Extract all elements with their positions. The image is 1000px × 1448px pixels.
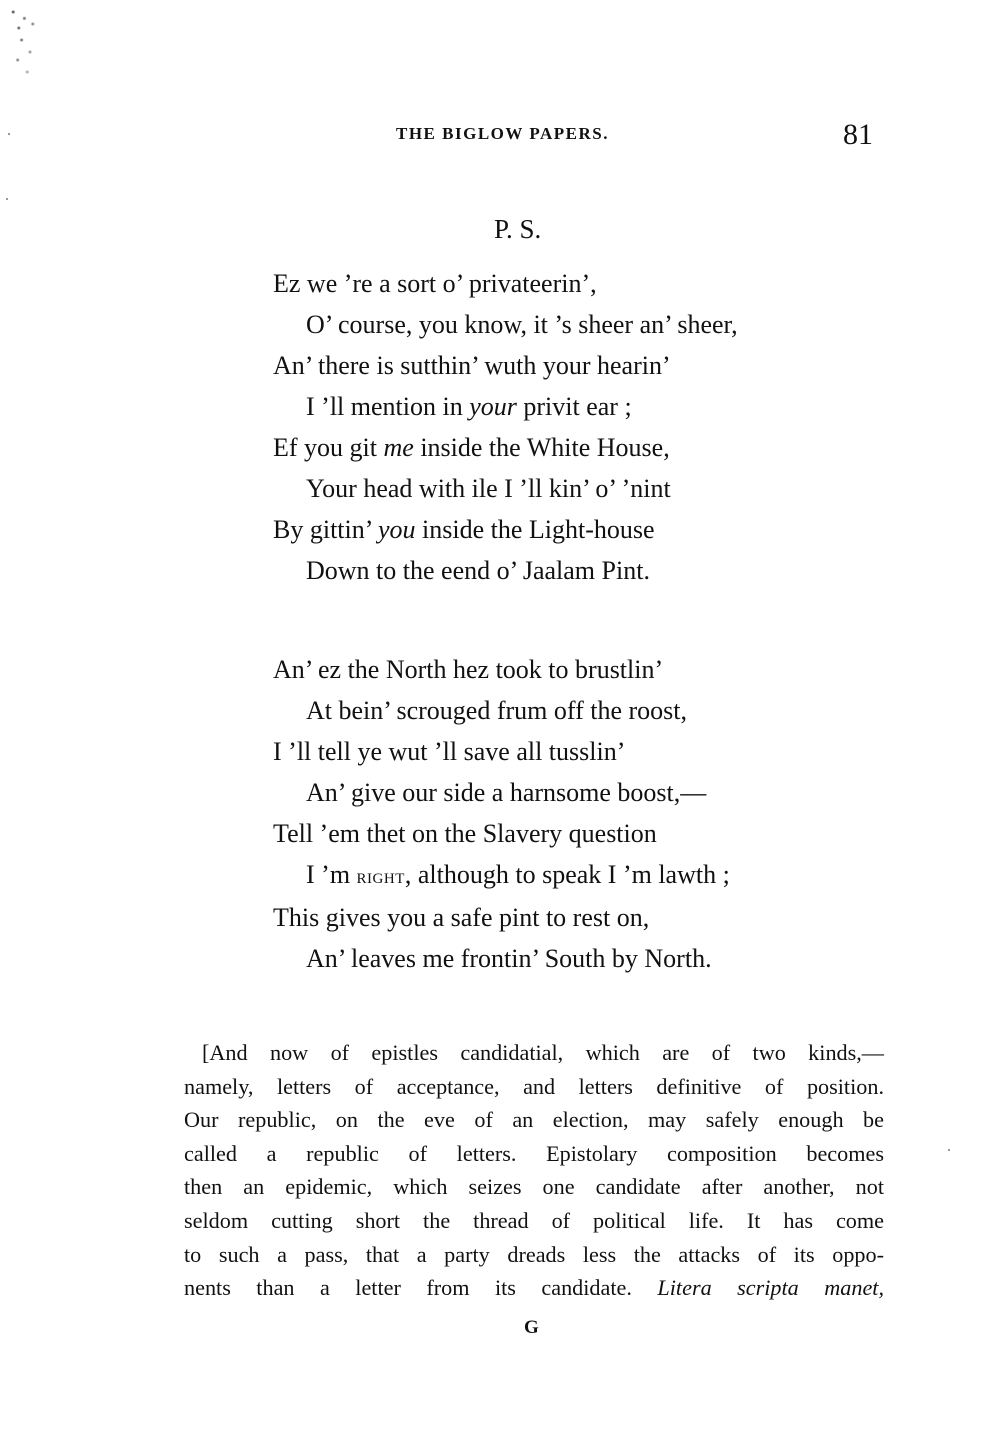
verse-line: An’ there is sutthin’ wuth your hearin’ <box>273 351 671 380</box>
verse-line: Down to the eend o’ Jaalam Pint. <box>306 556 650 585</box>
poem-heading: P. S. <box>494 214 542 244</box>
page-number: 81 <box>843 118 873 151</box>
small-caps-word: right <box>356 864 405 888</box>
prose-line: Our republic, on the eve of an election, may safely enough be <box>184 1107 884 1133</box>
prose-line: nents than a letter from its candidate. Litera scripta manet, <box>184 1275 885 1301</box>
scan-speck <box>948 1149 950 1151</box>
verse-line: An’ leaves me frontin’ South by North. <box>306 944 712 973</box>
signature-mark: G <box>524 1317 539 1338</box>
running-title: THE BIGLOW PAPERS. <box>396 124 609 143</box>
verse-line: An’ ez the North hez took to brustlin’ <box>273 655 664 684</box>
poem-stanza-1 <box>273 263 893 591</box>
verse-line: I ’ll tell ye wut ’ll save all tusslin’ <box>273 737 626 766</box>
verse-line: At bein’ scrouged frum off the roost, <box>306 696 687 725</box>
prose-line: namely, letters of acceptance, and letters definitive of position. <box>184 1073 884 1099</box>
scan-artifact <box>2 4 58 84</box>
editorial-paragraph <box>184 1036 884 1305</box>
verse-line: This gives you a safe pint to rest on, <box>273 903 650 932</box>
verse-line: By gittin’ you inside the Light-house <box>273 515 655 544</box>
emphasis: you <box>377 515 416 544</box>
prose-line: then an epidemic, which seizes one candidate after another, not <box>184 1174 884 1200</box>
verse-line: An’ give our side a harnsome boost,— <box>306 778 707 807</box>
poem-stanza-2 <box>273 649 893 979</box>
prose-line: to such a pass, that a party dreads less the attacks of its oppo- <box>184 1241 884 1267</box>
scan-speck <box>6 198 8 200</box>
prose-line: [And now of epistles candidatial, which are of two kinds,— <box>202 1040 884 1065</box>
emphasis: me <box>383 433 414 462</box>
prose-line: called a republic of letters. Epistolary composition becomes <box>184 1140 884 1166</box>
prose-line: seldom cutting short the thread of political life. It has come <box>184 1207 884 1233</box>
latin-phrase: Litera scripta manet, <box>657 1275 885 1301</box>
verse-line: Tell ’em thet on the Slavery question <box>273 819 657 848</box>
verse-line: O’ course, you know, it ’s sheer an’ sheer, <box>306 310 738 339</box>
emphasis: your <box>469 392 517 421</box>
scan-speck <box>8 133 10 135</box>
verse-line: Your head with ile I ’ll kin’ o’ ’nint <box>306 474 671 503</box>
verse-line: Ez we ’re a sort o’ privateerin’, <box>273 269 597 298</box>
verse-line: I ’m right, although to speak I ’m lawth ; <box>306 860 730 889</box>
verse-line: Ef you git me inside the White House, <box>273 433 670 462</box>
verse-line: I ’ll mention in your privit ear ; <box>306 392 632 421</box>
